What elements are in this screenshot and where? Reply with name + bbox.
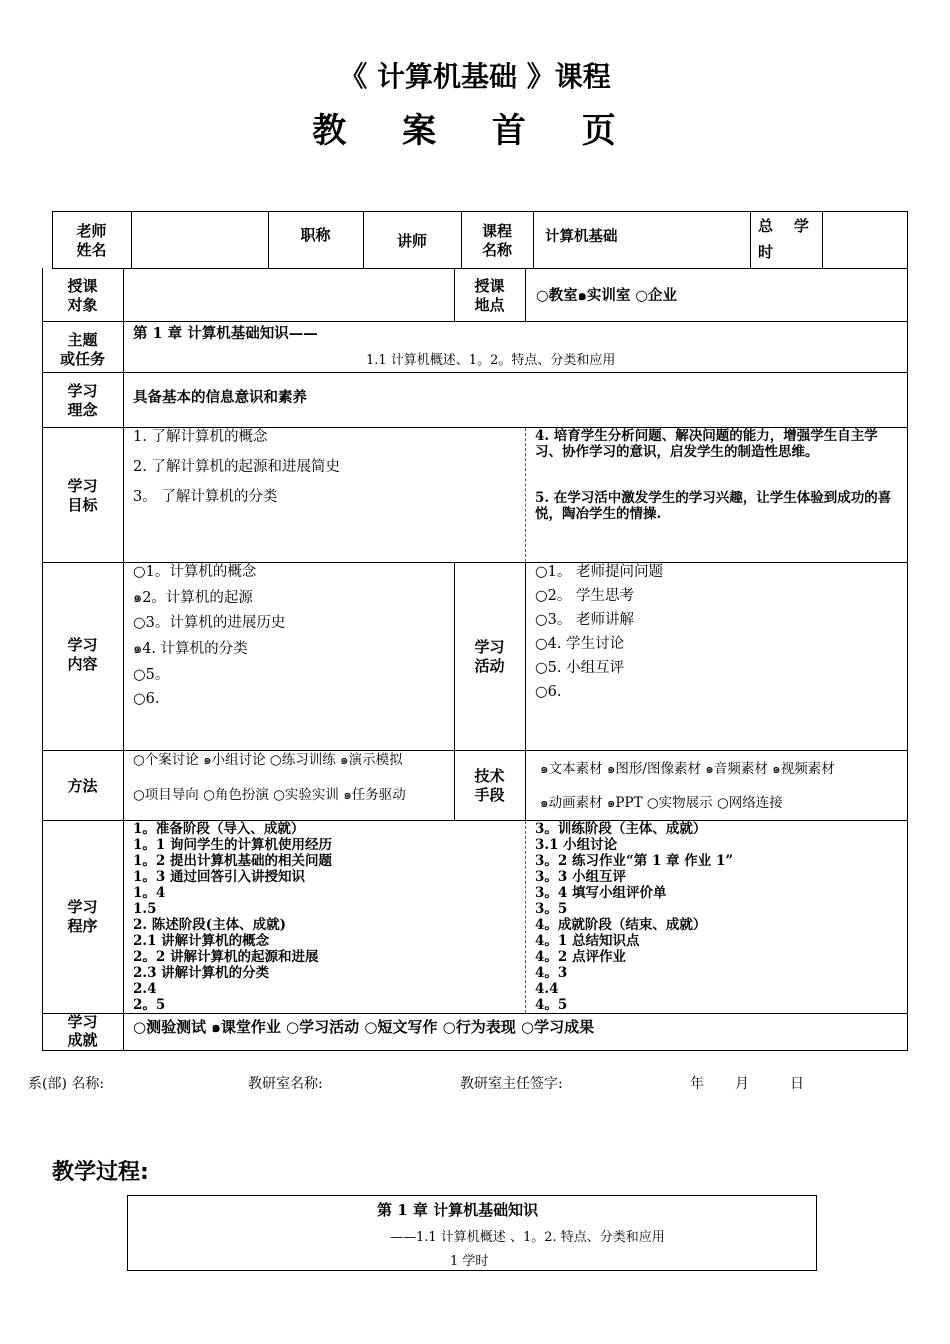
teacher-label: 老师 姓名 (76, 222, 107, 259)
list-item: 1。准备阶段（导入、成就） (133, 821, 305, 837)
dept-name-label: 系(部) 名称: (28, 1076, 105, 1092)
list-item: 2。2 讲解计算机的起源和进展 (133, 949, 319, 965)
goal-item-4: 4. 培育学生分析问题、解决问题的能力，增强学生自主学习、协作学习的意识，启发学生的制造性思维。 (535, 428, 878, 460)
list-item: 4。成就阶段（结束、成就） (535, 917, 707, 933)
list-item: 4。5 (535, 997, 568, 1013)
tech-line2: ๑动画素材 ๑PPT ○实物展示 ○网络连接 (540, 795, 783, 811)
topic-line2: 1.1 计算机概述、1。2。特点、分类和应用 (366, 353, 616, 368)
tech-line1: ๑文本素材 ๑图形/图像素材 ๑音频素材 ๑视频素材 (540, 761, 835, 777)
content-item: ○1。计算机的概念 (133, 564, 257, 580)
list-item: 1。1 询问学生的计算机使用经历 (133, 837, 332, 853)
tech-label: 技术 手段 (474, 767, 505, 804)
content-item: ○5。 (133, 667, 170, 683)
title-label: 职称 (300, 226, 331, 244)
content-item: ○3。计算机的进展历史 (133, 615, 286, 631)
activity-item: ○6. (535, 684, 562, 700)
course-title: 《 计算机基础 》课程 (339, 60, 611, 93)
topic-line1: 第 1 章 计算机基础知识—— (133, 325, 318, 342)
procedure-left-list (133, 821, 332, 1013)
list-item: 3。2 练习作业“第 1 章 作业 1” (535, 853, 734, 869)
hours-label: 总 学 时 (758, 217, 809, 261)
content-item: ๑4. 计算机的分类 (133, 641, 248, 657)
course-value: 计算机基础 (545, 228, 618, 245)
list-item: 3。4 填写小组评价单 (535, 885, 667, 901)
content-label: 学习 内容 (67, 636, 98, 673)
list-item: 2. 陈述阶段(主体、成就) (133, 917, 287, 933)
list-item: 3.1 小组讨论 (535, 837, 618, 853)
location-label: 授课 地点 (474, 277, 505, 314)
activity-item: ○3。 老师讲解 (535, 612, 634, 628)
content-item: ๑2。计算机的起源 (133, 590, 253, 606)
section-title: 教学过程: (52, 1160, 149, 1185)
method-line1: ○个案讨论 ๑小组讨论 ○练习训练 ๑演示模拟 (133, 752, 403, 768)
list-item: 4。3 (535, 965, 568, 981)
director-sign-label: 教研室主任签字: (460, 1076, 563, 1092)
list-item: 1.5 (133, 901, 157, 917)
list-item: 3。5 (535, 901, 568, 917)
location-options: ○教室๑实训室 ○企业 (536, 287, 678, 304)
activity-item: ○5. 小组互评 (535, 660, 625, 676)
list-item: 4.4 (535, 981, 559, 997)
course-label: 课程 名称 (481, 222, 512, 259)
method-label: 方法 (67, 777, 98, 795)
list-item: 3。训练阶段（主体、成就） (535, 821, 707, 837)
content-item: ○6. (133, 691, 160, 707)
audience-label: 授课 对象 (67, 277, 98, 314)
activity-label: 学习 活动 (474, 638, 505, 675)
list-item: 2.1 讲解计算机的概念 (133, 933, 270, 949)
process-line3: 1 学时 (450, 1254, 489, 1269)
goal-item-5: 5. 在学习活中激发学生的学习兴趣，让学生体验到成功的喜悦，陶冶学生的情操. (535, 490, 892, 522)
goal-item-2: 2. 了解计算机的起源和进展简史 (133, 459, 340, 475)
office-name-label: 教研室名称: (248, 1076, 323, 1092)
result-label: 学习 成就 (67, 1013, 98, 1049)
list-item: 1。2 提出计算机基础的相关问题 (133, 853, 332, 869)
result-options: ○测验测试 ๑课堂作业 ○学习活动 ○短文写作 ○行为表现 ○学习成果 (133, 1018, 595, 1036)
list-item: 2。5 (133, 997, 166, 1013)
list-item: 2.3 讲解计算机的分类 (133, 965, 270, 981)
list-item: 4。1 总结知识点 (535, 933, 640, 949)
activity-item: ○4. 学生讨论 (535, 636, 625, 652)
month-label: 月 (735, 1076, 749, 1092)
list-item: 2.4 (133, 981, 157, 997)
title-value: 讲师 (396, 232, 427, 250)
activity-item: ○2。 学生思考 (535, 588, 634, 604)
year-label: 年 (690, 1076, 704, 1092)
procedure-label: 学习 程序 (67, 898, 98, 935)
goals-label: 学习 目标 (67, 477, 98, 514)
day-label: 日 (790, 1076, 804, 1092)
process-line1: 第 1 章 计算机基础知识 (377, 1201, 539, 1219)
list-item: 4。2 点评作业 (535, 949, 626, 965)
list-item: 1。3 通过回答引入讲授知识 (133, 869, 305, 885)
concept-value: 具备基本的信息意识和素养 (133, 389, 307, 406)
list-item: 1。4 (133, 885, 166, 901)
goal-item-3: 3。 了解计算机的分类 (133, 489, 278, 505)
document-title: 教 案 首 页 (312, 111, 638, 151)
activity-item: ○1。 老师提问问题 (535, 564, 663, 580)
topic-label: 主题 或任务 (59, 331, 105, 368)
list-item: 3。3 小组互评 (535, 869, 626, 885)
process-line2: ——1.1 计算机概述 、1。2. 特点、分类和应用 (390, 1230, 665, 1245)
method-line2: ○项目导向 ○角色扮演 ○实验实训 ๑任务驱动 (133, 787, 406, 803)
goal-item-1: 1. 了解计算机的概念 (133, 429, 268, 445)
concept-label: 学习 理念 (67, 382, 98, 419)
procedure-right-list (535, 821, 733, 1013)
